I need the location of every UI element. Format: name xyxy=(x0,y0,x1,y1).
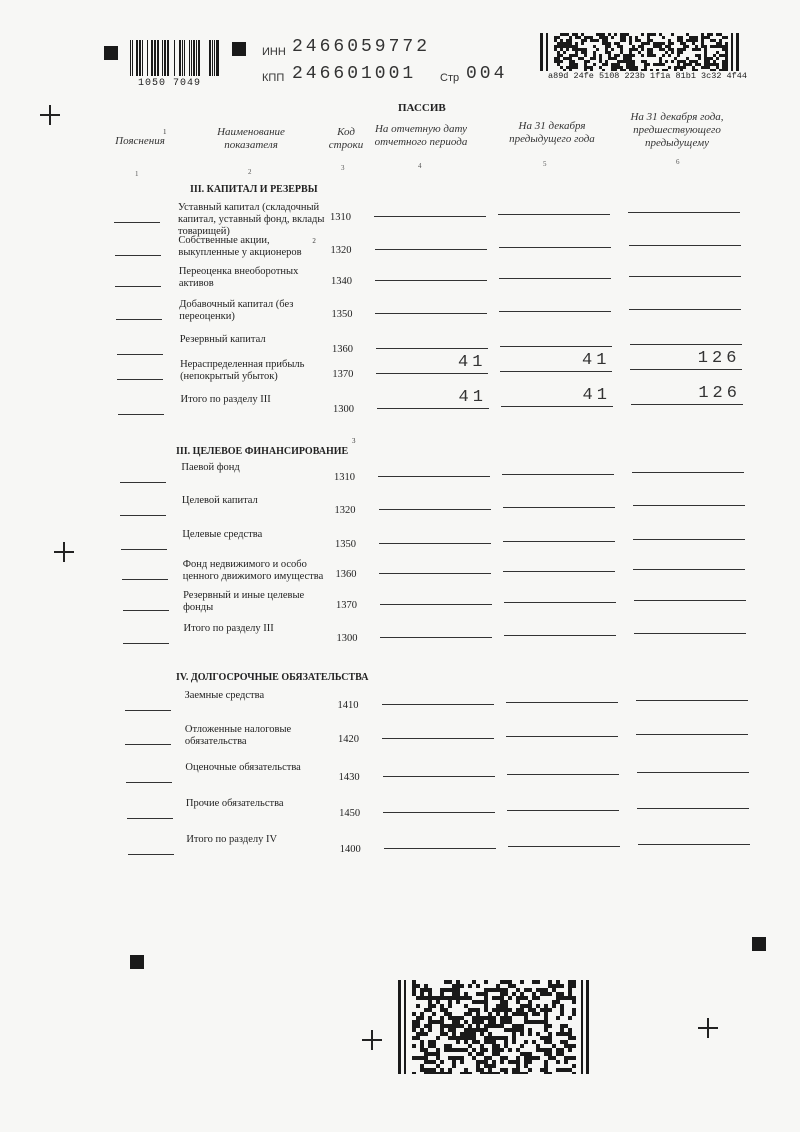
row-name: Итого по разделу III xyxy=(180,394,271,405)
column-number-1: 1 xyxy=(135,170,139,178)
table-row xyxy=(0,798,800,842)
barcode-number: 1050 7049 xyxy=(138,78,202,89)
value-line-col-4 xyxy=(383,776,495,777)
matrix-barcode-top xyxy=(540,33,740,71)
table-row xyxy=(0,590,800,634)
table-row xyxy=(0,529,800,573)
value-line-col-6 xyxy=(630,369,742,370)
value-line-col-5 xyxy=(507,774,619,775)
notes-field xyxy=(126,782,172,783)
column-header-indicator-name: Наименование показателя xyxy=(217,126,285,151)
registration-marker-top-left xyxy=(104,46,118,60)
row-name: Целевой капитал xyxy=(181,495,258,506)
table-row xyxy=(0,762,800,806)
value-line-col-6 xyxy=(636,734,748,735)
value-col-4: 41 xyxy=(458,388,487,407)
value-line-col-4 xyxy=(383,812,495,813)
column-header-prev-year: На 31 декабря предыдущего года xyxy=(509,120,595,145)
notes-field xyxy=(115,255,161,256)
row-code: 1410 xyxy=(337,700,359,711)
row-name: Фонд недвижимого и особо ценного движимого имущества xyxy=(182,559,324,582)
notes-field xyxy=(123,610,169,611)
row-name: Итого по разделу III xyxy=(183,623,274,634)
registration-marker-bottom-right xyxy=(752,937,766,951)
notes-field xyxy=(123,643,169,644)
crosshair-mark-bottom-right xyxy=(698,1018,718,1038)
notes-field xyxy=(114,222,160,223)
value-line-col-6 xyxy=(636,700,748,701)
value-line-col-4 xyxy=(384,848,496,849)
row-name: Оценочные обязательства xyxy=(185,762,301,773)
value-line-col-5 xyxy=(499,247,611,248)
value-line-col-6 xyxy=(634,633,746,634)
row-code: 1310 xyxy=(334,472,355,483)
row-name: Резервный и иные целевые фонды xyxy=(183,590,305,613)
row-name: Переоценка внеоборотных активов xyxy=(178,266,299,289)
section-title-long-term-liabilities: IV. ДОЛГОСРОЧНЫЕ ОБЯЗАТЕЛЬСТВА xyxy=(176,672,369,683)
column-number-5: 5 xyxy=(543,160,547,168)
value-line-col-5 xyxy=(503,571,615,572)
row-name: Паевой фонд xyxy=(181,462,240,473)
value-line-col-5 xyxy=(504,635,616,636)
row-code: 1350 xyxy=(335,539,357,550)
value-line-col-6 xyxy=(629,276,741,277)
value-line-col-6 xyxy=(633,539,745,540)
page-title: ПАССИВ xyxy=(398,102,446,114)
notes-field xyxy=(115,286,161,287)
table-row xyxy=(0,235,800,279)
row-code: 1340 xyxy=(330,276,352,287)
value-line-col-4 xyxy=(376,373,488,374)
value-line-col-6 xyxy=(631,404,743,405)
row-code: 1400 xyxy=(339,844,361,855)
value-line-col-5 xyxy=(506,702,618,703)
value-line-col-4 xyxy=(380,604,492,605)
row-code: 1360 xyxy=(335,569,357,580)
value-line-col-4 xyxy=(378,476,490,477)
table-row xyxy=(0,462,800,506)
row-code: 1430 xyxy=(338,772,360,783)
value-line-col-5 xyxy=(508,846,620,847)
notes-field xyxy=(117,354,163,355)
section-footnote-target-financing: 3 xyxy=(352,437,356,445)
notes-field xyxy=(116,319,162,320)
row-name: Резервный капитал xyxy=(179,334,266,345)
notes-field xyxy=(128,854,174,855)
value-line-col-6 xyxy=(638,844,750,845)
page-label: Стр xyxy=(440,72,460,84)
value-col-4: 41 xyxy=(458,353,487,372)
row-code: 1450 xyxy=(339,808,361,819)
section-title-capital-reserves: III. КАПИТАЛ И РЕЗЕРВЫ xyxy=(190,184,318,195)
value-col-6: 126 xyxy=(697,349,741,368)
value-line-col-6 xyxy=(633,505,745,506)
row-code: 1300 xyxy=(336,633,358,644)
value-line-col-5 xyxy=(499,278,611,279)
notes-field xyxy=(125,710,171,711)
row-code: 1360 xyxy=(332,344,354,355)
notes-field xyxy=(125,744,171,745)
notes-field xyxy=(121,549,167,550)
value-line-col-4 xyxy=(377,408,489,409)
table-row xyxy=(0,559,800,603)
value-line-col-6 xyxy=(637,772,749,773)
notes-field xyxy=(118,414,164,415)
value-line-col-5 xyxy=(503,507,615,508)
row-name: Нераспределенная прибыль (непокрытый убыток) xyxy=(180,359,305,382)
column-number-6: 6 xyxy=(676,158,680,166)
column-header-prev-prev-year: На 31 декабря года, предшествующего предыдущему xyxy=(630,111,724,149)
table-row xyxy=(0,202,800,246)
notes-field xyxy=(120,482,166,483)
column-header-reporting-date: На отчетную дату отчетного периода xyxy=(374,123,468,148)
row-code: 1370 xyxy=(332,369,354,380)
value-line-col-4 xyxy=(375,280,487,281)
page-value: 004 xyxy=(466,64,508,84)
value-line-col-4 xyxy=(376,348,488,349)
value-line-col-4 xyxy=(375,313,487,314)
table-row xyxy=(0,724,800,768)
value-line-col-6 xyxy=(632,472,744,473)
column-number-2: 2 xyxy=(248,168,252,176)
row-footnote: 2 xyxy=(312,237,316,245)
value-line-col-6 xyxy=(637,808,749,809)
value-line-col-4 xyxy=(379,509,491,510)
value-col-5: 41 xyxy=(582,351,611,370)
table-row xyxy=(0,384,800,438)
value-line-col-4 xyxy=(379,543,491,544)
notes-field xyxy=(120,515,166,516)
value-line-col-4 xyxy=(382,738,494,739)
column-header-row-code: Код строки xyxy=(328,126,364,151)
section-title-target-financing: III. ЦЕЛЕВОЕ ФИНАНСИРОВАНИЕ xyxy=(176,446,349,457)
column-header-notes: Пояснения xyxy=(115,135,165,147)
value-line-col-4 xyxy=(374,216,486,217)
notes-field xyxy=(117,379,163,380)
column-number-3: 3 xyxy=(341,164,345,172)
value-col-5: 41 xyxy=(582,386,611,405)
hash-code: a89d 24fe 5108 223b 1f1a 81b1 3c32 4f44 xyxy=(548,71,747,81)
table-row xyxy=(0,495,800,539)
column-header-notes-footnote: 1 xyxy=(163,128,167,136)
value-line-col-4 xyxy=(379,573,491,574)
row-code: 1310 xyxy=(330,212,351,223)
value-line-col-5 xyxy=(500,371,612,372)
value-line-col-6 xyxy=(629,245,741,246)
row-code: 1320 xyxy=(330,245,352,256)
value-line-col-6 xyxy=(630,344,742,345)
table-row xyxy=(0,623,800,667)
value-line-col-4 xyxy=(380,637,492,638)
table-row xyxy=(0,299,800,343)
column-number-4: 4 xyxy=(418,162,422,170)
row-name: Заемные средства xyxy=(184,690,265,701)
inn-label: ИНН xyxy=(262,46,286,58)
value-line-col-5 xyxy=(506,736,618,737)
notes-field xyxy=(127,818,173,819)
value-line-col-4 xyxy=(382,704,494,705)
value-line-col-4 xyxy=(375,249,487,250)
row-code: 1370 xyxy=(335,600,357,611)
row-name: Добавочный капитал (без переоценки) xyxy=(179,299,294,322)
value-line-col-5 xyxy=(499,311,611,312)
kpp-value: 246601001 xyxy=(292,64,417,84)
row-name: Уставный капитал (складочный капитал, уставный фонд, вклады товарищей) xyxy=(178,202,325,237)
crosshair-mark-top-left xyxy=(40,105,60,125)
value-line-col-6 xyxy=(628,212,740,213)
value-line-col-5 xyxy=(501,406,613,407)
table-row xyxy=(0,690,800,734)
row-code: 1320 xyxy=(334,505,356,516)
row-name: Собственные акции, выкупленные у акционеров xyxy=(178,235,302,258)
value-line-col-6 xyxy=(634,600,746,601)
value-line-col-6 xyxy=(633,569,745,570)
registration-marker-bottom-left xyxy=(130,955,144,969)
table-row xyxy=(0,834,800,878)
table-row xyxy=(0,266,800,310)
linear-barcode xyxy=(128,40,220,80)
value-line-col-5 xyxy=(507,810,619,811)
value-line-col-5 xyxy=(498,214,610,215)
notes-field xyxy=(122,579,168,580)
crosshair-mark-bottom-left xyxy=(362,1030,382,1050)
row-code: 1420 xyxy=(338,734,360,745)
row-name: Прочие обязательства xyxy=(185,798,284,809)
row-name: Отложенные налоговые обязательства xyxy=(184,724,292,747)
value-line-col-5 xyxy=(503,541,615,542)
row-code: 1300 xyxy=(332,404,354,415)
value-line-col-5 xyxy=(500,346,612,347)
registration-marker-top-center xyxy=(232,42,246,56)
row-code: 1350 xyxy=(331,309,353,320)
value-col-6: 126 xyxy=(698,384,741,403)
inn-value: 2466059772 xyxy=(292,37,431,57)
value-line-col-6 xyxy=(629,309,741,310)
value-line-col-5 xyxy=(502,474,614,475)
matrix-barcode-bottom xyxy=(398,980,590,1074)
row-name: Итого по разделу IV xyxy=(186,834,278,845)
row-name: Целевые средства xyxy=(182,529,263,540)
value-line-col-5 xyxy=(504,602,616,603)
kpp-label: КПП xyxy=(262,72,285,84)
